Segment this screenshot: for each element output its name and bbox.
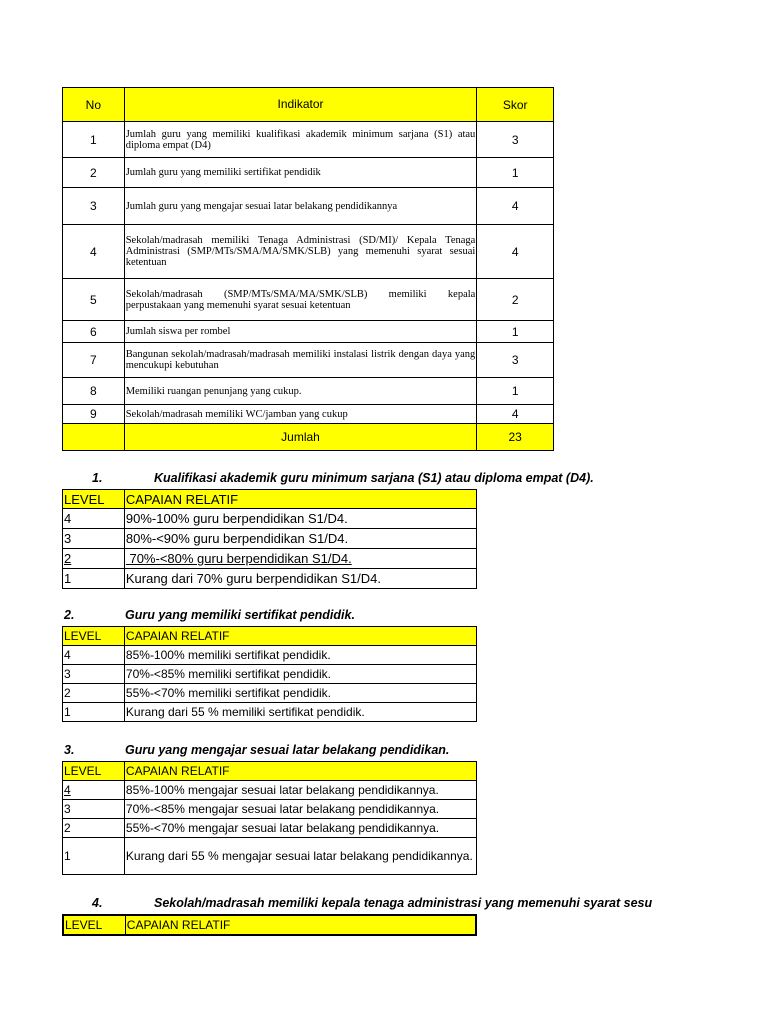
row-indikator: Jumlah guru yang memiliki kualifikasi akademik minimum sarjana (S1) atau diploma empat (D4) <box>124 122 477 158</box>
level-header: LEVEL <box>63 627 125 646</box>
level-value: 3 <box>63 800 125 819</box>
capaian-value: 55%-<70% mengajar sesuai latar belakang pendidikannya. <box>124 819 476 838</box>
row-skor: 4 <box>477 405 554 424</box>
level-header: LEVEL <box>63 762 125 781</box>
level-value: 1 <box>63 838 125 875</box>
row-indikator: Sekolah/madrasah memiliki WC/jamban yang cukup <box>124 405 477 424</box>
row-indikator: Sekolah/madrasah memiliki Tenaga Administrasi (SD/MI)/ Kepala Tenaga Administrasi (SMP/MTs/SMA/MA/SMK/SLB) yang memenuhi syarat sesuai ketentuan <box>124 225 477 279</box>
row-skor: 4 <box>477 225 554 279</box>
row-no: 5 <box>63 279 125 321</box>
capaian-value: 80%-<90% guru berpendidikan S1/D4. <box>124 529 476 549</box>
row-no: 2 <box>63 158 125 188</box>
capaian-value: 55%-<70% memiliki sertifikat pendidik. <box>124 684 476 703</box>
total-value: 23 <box>477 424 554 451</box>
section-title: Guru yang memiliki sertifikat pendidik. <box>125 608 355 622</box>
capaian-value: 85%-100% mengajar sesuai latar belakang pendidikannya. <box>124 781 476 800</box>
level-header: LEVEL <box>63 490 125 509</box>
capaian-value: Kurang dari 55 % mengajar sesuai latar belakang pendidikannya. <box>124 838 476 875</box>
row-no: 1 <box>63 122 125 158</box>
row-no: 3 <box>63 188 125 225</box>
header-indikator: Indikator <box>124 88 477 122</box>
row-skor: 1 <box>477 378 554 405</box>
section-title: Sekolah/madrasah memiliki kepala tenaga administrasi yang memenuhi syarat sesu <box>154 896 653 910</box>
row-skor: 3 <box>477 343 554 378</box>
row-indikator: Jumlah guru yang mengajar sesuai latar belakang pendidikannya <box>124 188 477 225</box>
capaian-header: CAPAIAN RELATIF <box>124 627 476 646</box>
level-value: 4 <box>63 781 125 800</box>
row-no: 9 <box>63 405 125 424</box>
capaian-header: CAPAIAN RELATIF <box>124 490 476 509</box>
level-table-4 <box>62 914 477 936</box>
capaian-value: Kurang dari 70% guru berpendidikan S1/D4. <box>124 569 476 589</box>
row-no: 7 <box>63 343 125 378</box>
level-value: 3 <box>63 529 125 549</box>
row-skor: 4 <box>477 188 554 225</box>
row-skor: 1 <box>477 321 554 343</box>
section-title: Guru yang mengajar sesuai latar belakang pendidikan. <box>125 743 450 757</box>
header-no: No <box>63 88 125 122</box>
capaian-value: 70%-<85% memiliki sertifikat pendidik. <box>124 665 476 684</box>
section-number: 4. <box>92 896 103 910</box>
level-value: 2 <box>63 819 125 838</box>
row-no: 6 <box>63 321 125 343</box>
row-indikator: Memiliki ruangan penunjang yang cukup. <box>124 378 477 405</box>
row-indikator: Sekolah/madrasah (SMP/MTs/SMA/MA/SMK/SLB) memiliki kepala perpustakaan yang memenuhi syarat sesuai ketentuan <box>124 279 477 321</box>
level-value: 1 <box>63 703 125 722</box>
row-indikator: Bangunan sekolah/madrasah/madrasah memiliki instalasi listrik dengan daya yang mencukupi kebutuhan <box>124 343 477 378</box>
capaian-value: 90%-100% guru berpendidikan S1/D4. <box>124 509 476 529</box>
total-label: Jumlah <box>124 424 477 451</box>
level-value: 1 <box>63 569 125 589</box>
section-number: 3. <box>64 743 75 757</box>
row-indikator: Jumlah guru yang memiliki sertifikat pendidik <box>124 158 477 188</box>
level-header: LEVEL <box>63 915 125 935</box>
level-value: 4 <box>63 509 125 529</box>
level-value: 4 <box>63 646 125 665</box>
section-title: Kualifikasi akademik guru minimum sarjana (S1) atau diploma empat (D4). <box>154 471 594 485</box>
level-value: 2 <box>63 684 125 703</box>
header-skor: Skor <box>477 88 554 122</box>
section-number: 1. <box>92 471 103 485</box>
capaian-header: CAPAIAN RELATIF <box>125 915 476 935</box>
level-header-row <box>63 915 476 935</box>
capaian-value: Kurang dari 55 % memiliki sertifikat pendidik. <box>124 703 476 722</box>
level-value: 3 <box>63 665 125 684</box>
row-skor: 2 <box>477 279 554 321</box>
section-number: 2. <box>64 608 75 622</box>
row-no: 4 <box>63 225 125 279</box>
row-indikator: Jumlah siswa per rombel <box>124 321 477 343</box>
row-no: 8 <box>63 378 125 405</box>
capaian-header: CAPAIAN RELATIF <box>124 762 476 781</box>
capaian-value: 70%-<85% mengajar sesuai latar belakang pendidikannya. <box>124 800 476 819</box>
row-skor: 3 <box>477 122 554 158</box>
capaian-value: 70%-<80% guru berpendidikan S1/D4. <box>124 549 476 569</box>
level-value: 2 <box>63 549 125 569</box>
row-skor: 1 <box>477 158 554 188</box>
capaian-value: 85%-100% memiliki sertifikat pendidik. <box>124 646 476 665</box>
